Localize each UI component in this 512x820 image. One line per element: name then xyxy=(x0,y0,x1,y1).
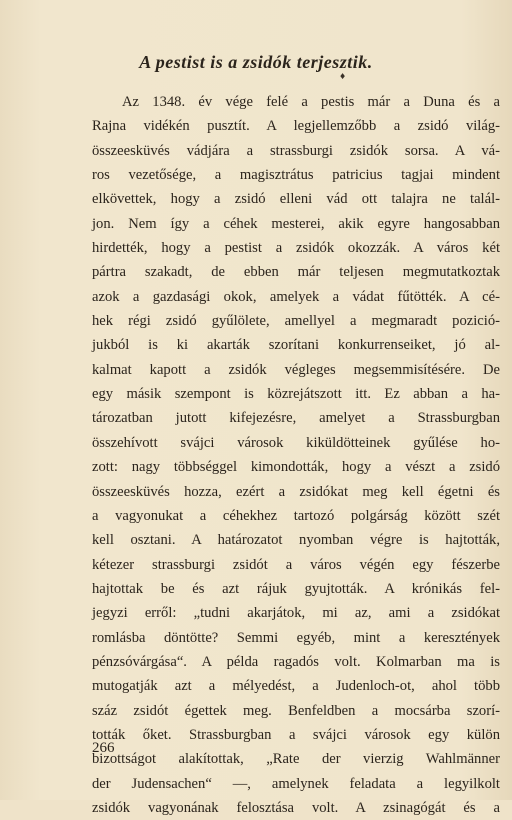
text-line: Rajna vidékén pusztít. A legjellemzőbb a zsidó világ- xyxy=(92,118,500,135)
text-line: pártra szakadt, de ebben már teljesen megmutatkoztak xyxy=(92,264,500,281)
text-line: elkövettek, hogy a zsidó elleni vád ott talajra ne talál- xyxy=(92,191,500,208)
text-line: zsidók vagyonának felosztása volt. A zsinagógát és a xyxy=(92,799,500,816)
text-line: hek régi zsidó gyűlölete, amellyel a megmaradt pozició- xyxy=(92,313,500,330)
text-line: romlásba döntötte? Semmi egyéb, mint a keresztények xyxy=(92,629,500,646)
text-line: azok a gazdasági okok, amelyek a vádat fűtötték. A cé- xyxy=(92,288,500,305)
text-line: zott: nagy többséggel kimondották, hogy a vészt a zsidó xyxy=(92,459,500,476)
text-line: ros vezetősége, a magisztrátus patricius tagjai mindent xyxy=(92,167,500,184)
text-line: jukból is ki akarták szorítani konkurrenseiket, jó al- xyxy=(92,337,500,354)
body-paragraph xyxy=(92,90,500,820)
text-line: kalmat kapott a zsidók végleges megsemmisítésére. De xyxy=(92,361,500,378)
text-line: összehívott svájci városok kiküldötteinek gyűlése ho- xyxy=(92,434,500,451)
text-line: bizottságot alakítottak, „Rate der vierzig Wahlmänner xyxy=(92,751,500,768)
text-line: jegyzi erről: „tudni akarjátok, mi az, ami a zsidókat xyxy=(92,605,500,622)
text-line: összeesküvés hozza, ezért a zsidókat meg kell égetni és xyxy=(92,483,500,500)
text-line: pénzsóvárgása“. A példa ragadós volt. Kolmarban ma is xyxy=(92,653,500,670)
text-line: hajtottak be és azt rájuk gyujtották. A krónikás fel- xyxy=(92,580,500,597)
page-number: 266 xyxy=(92,740,115,756)
text-line: jon. Nem így a céhek mesterei, akik egyre hangosabban xyxy=(92,215,500,232)
text-line: száz zsidót égettek meg. Benfeldben a mocsárba szorí- xyxy=(92,702,500,719)
text-line: tározatban jutott kifejezésre, amelyet a Strassburgban xyxy=(92,410,500,427)
text-line: Az 1348. év vége felé a pestis már a Duna és a xyxy=(122,94,500,110)
ornament-mark: ♦ xyxy=(339,72,347,81)
text-line: mutogatják azt a mélyedést, a Judenloch-ot, ahol több xyxy=(92,678,500,695)
text-line: a vagyonukat a céhekhez tartozó polgárság között szét xyxy=(92,507,500,524)
text-line: kell osztani. A határozatot nyomban végre is hajtották, xyxy=(92,532,500,549)
text-line: der Judensachen“ —, amelynek feladata a legyilkolt xyxy=(92,775,500,792)
chapter-heading: A pestist is a zsidók terjesztik. xyxy=(139,52,373,72)
text-line: egy másik szempont is közrejátszott itt. Ez abban a ha- xyxy=(92,386,500,403)
text-line: tották őket. Strassburgban a svájci városok egy külön xyxy=(92,726,500,743)
text-line: kétezer strassburgi zsidót a város végén egy fészerbe xyxy=(92,556,500,573)
text-line: hirdették, hogy a pestist a zsidók okozzák. A város két xyxy=(92,240,500,257)
text-line: összeesküvés vádjára a strassburgi zsidók sorsa. A vá- xyxy=(92,142,500,159)
